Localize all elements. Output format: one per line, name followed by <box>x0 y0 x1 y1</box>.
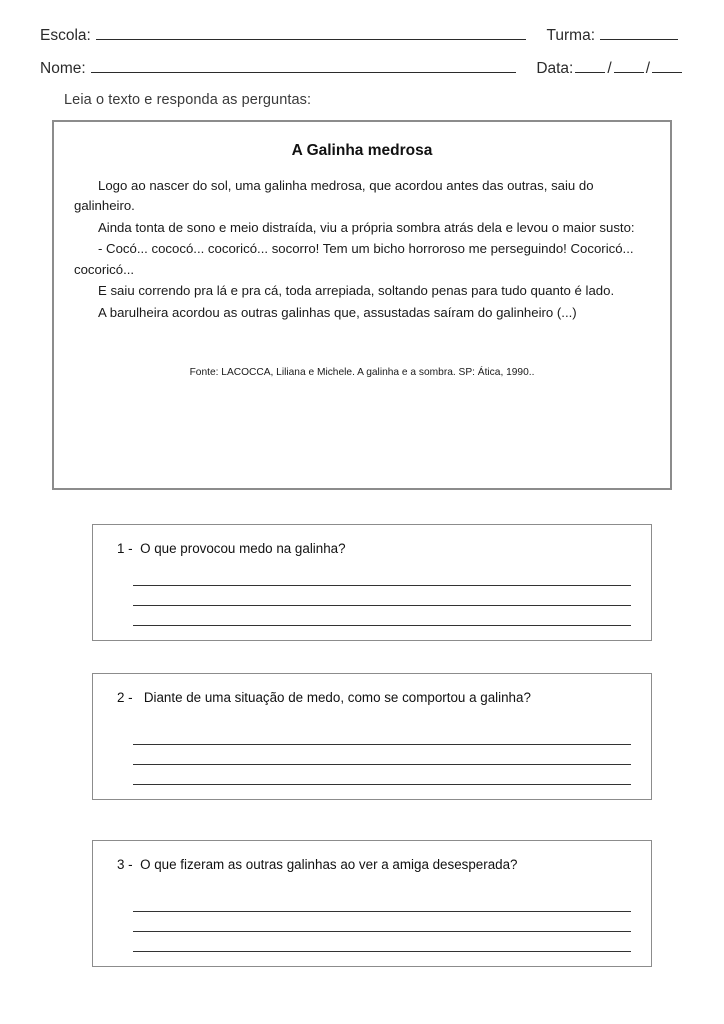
escola-label: Escola: <box>40 27 91 44</box>
answer-line[interactable] <box>133 916 631 932</box>
nome-blank-line[interactable] <box>91 59 517 73</box>
question-3-text <box>117 857 633 872</box>
instructions-text: Leia o texto e responda as perguntas: <box>64 92 312 108</box>
answer-line[interactable] <box>133 590 631 606</box>
data-blank-month[interactable] <box>614 59 644 73</box>
question-box-2 <box>92 673 652 800</box>
text-paragraph: E saiu correndo pra lá e pra cá, toda arrepiada, soltando penas para tudo quanto é lado. <box>98 283 615 299</box>
answer-lines-3[interactable] <box>111 886 633 952</box>
data-label: Data: <box>536 60 574 77</box>
question-1-prompt: O que provocou medo na galinha? <box>140 541 346 556</box>
header-row-nome <box>40 59 684 78</box>
date-group <box>536 59 684 78</box>
text-paragraph: Ainda tonta de sono e meio distraída, viu a própria sombra atrás dela e levou o maior susto: <box>98 219 635 235</box>
answer-line[interactable] <box>133 769 631 785</box>
question-1-number: 1 - <box>117 541 133 556</box>
answer-line[interactable] <box>133 936 631 952</box>
data-blank-day[interactable] <box>575 59 605 73</box>
reading-text-box <box>52 120 672 490</box>
question-2-prompt: Diante de uma situação de medo, como se comportou a galinha? <box>143 690 531 705</box>
text-source: Fonte: LACOCCA, Liliana e Michele. A galinha e a sombra. SP: Ática, 1990.. <box>189 367 535 379</box>
spacer <box>40 641 684 673</box>
answer-line[interactable] <box>133 570 631 586</box>
question-box-1 <box>92 524 652 641</box>
spacer <box>40 490 684 524</box>
text-title: A Galinha medrosa <box>291 142 433 159</box>
answer-lines-1[interactable] <box>111 570 633 626</box>
question-3-number: 3 - <box>117 857 133 872</box>
answer-line[interactable] <box>133 610 631 626</box>
data-blank-year[interactable] <box>652 59 682 73</box>
answer-lines-2[interactable] <box>111 719 633 785</box>
answer-line[interactable] <box>133 896 631 912</box>
text-paragraph: - Cocó... cococó... cocoricó... socorro! Tem um bicho horroroso me perseguindo! Cocoricó... cocoricó... <box>74 241 634 277</box>
question-2-text <box>117 690 633 705</box>
question-box-3 <box>92 840 652 967</box>
turma-label: Turma: <box>546 27 595 44</box>
header-row-escola <box>40 26 684 45</box>
question-1-text <box>117 541 633 556</box>
answer-line[interactable] <box>133 729 631 745</box>
question-2-number: 2 - <box>117 690 133 705</box>
nome-label: Nome: <box>40 60 86 77</box>
date-separator-1: / <box>607 60 612 77</box>
date-separator-2: / <box>645 60 650 77</box>
question-3-prompt: O que fizeram as outras galinhas ao ver a amiga desesperada? <box>140 857 518 872</box>
answer-line[interactable] <box>133 749 631 765</box>
text-paragraph: A barulheira acordou as outras galinhas que, assustadas saíram do galinheiro (...) <box>98 304 577 320</box>
spacer <box>40 800 684 840</box>
escola-blank-line[interactable] <box>96 26 527 40</box>
turma-blank-line[interactable] <box>600 26 678 40</box>
text-paragraph: Logo ao nascer do sol, uma galinha medrosa, que acordou antes das outras, saiu do galinheiro. <box>74 178 594 214</box>
